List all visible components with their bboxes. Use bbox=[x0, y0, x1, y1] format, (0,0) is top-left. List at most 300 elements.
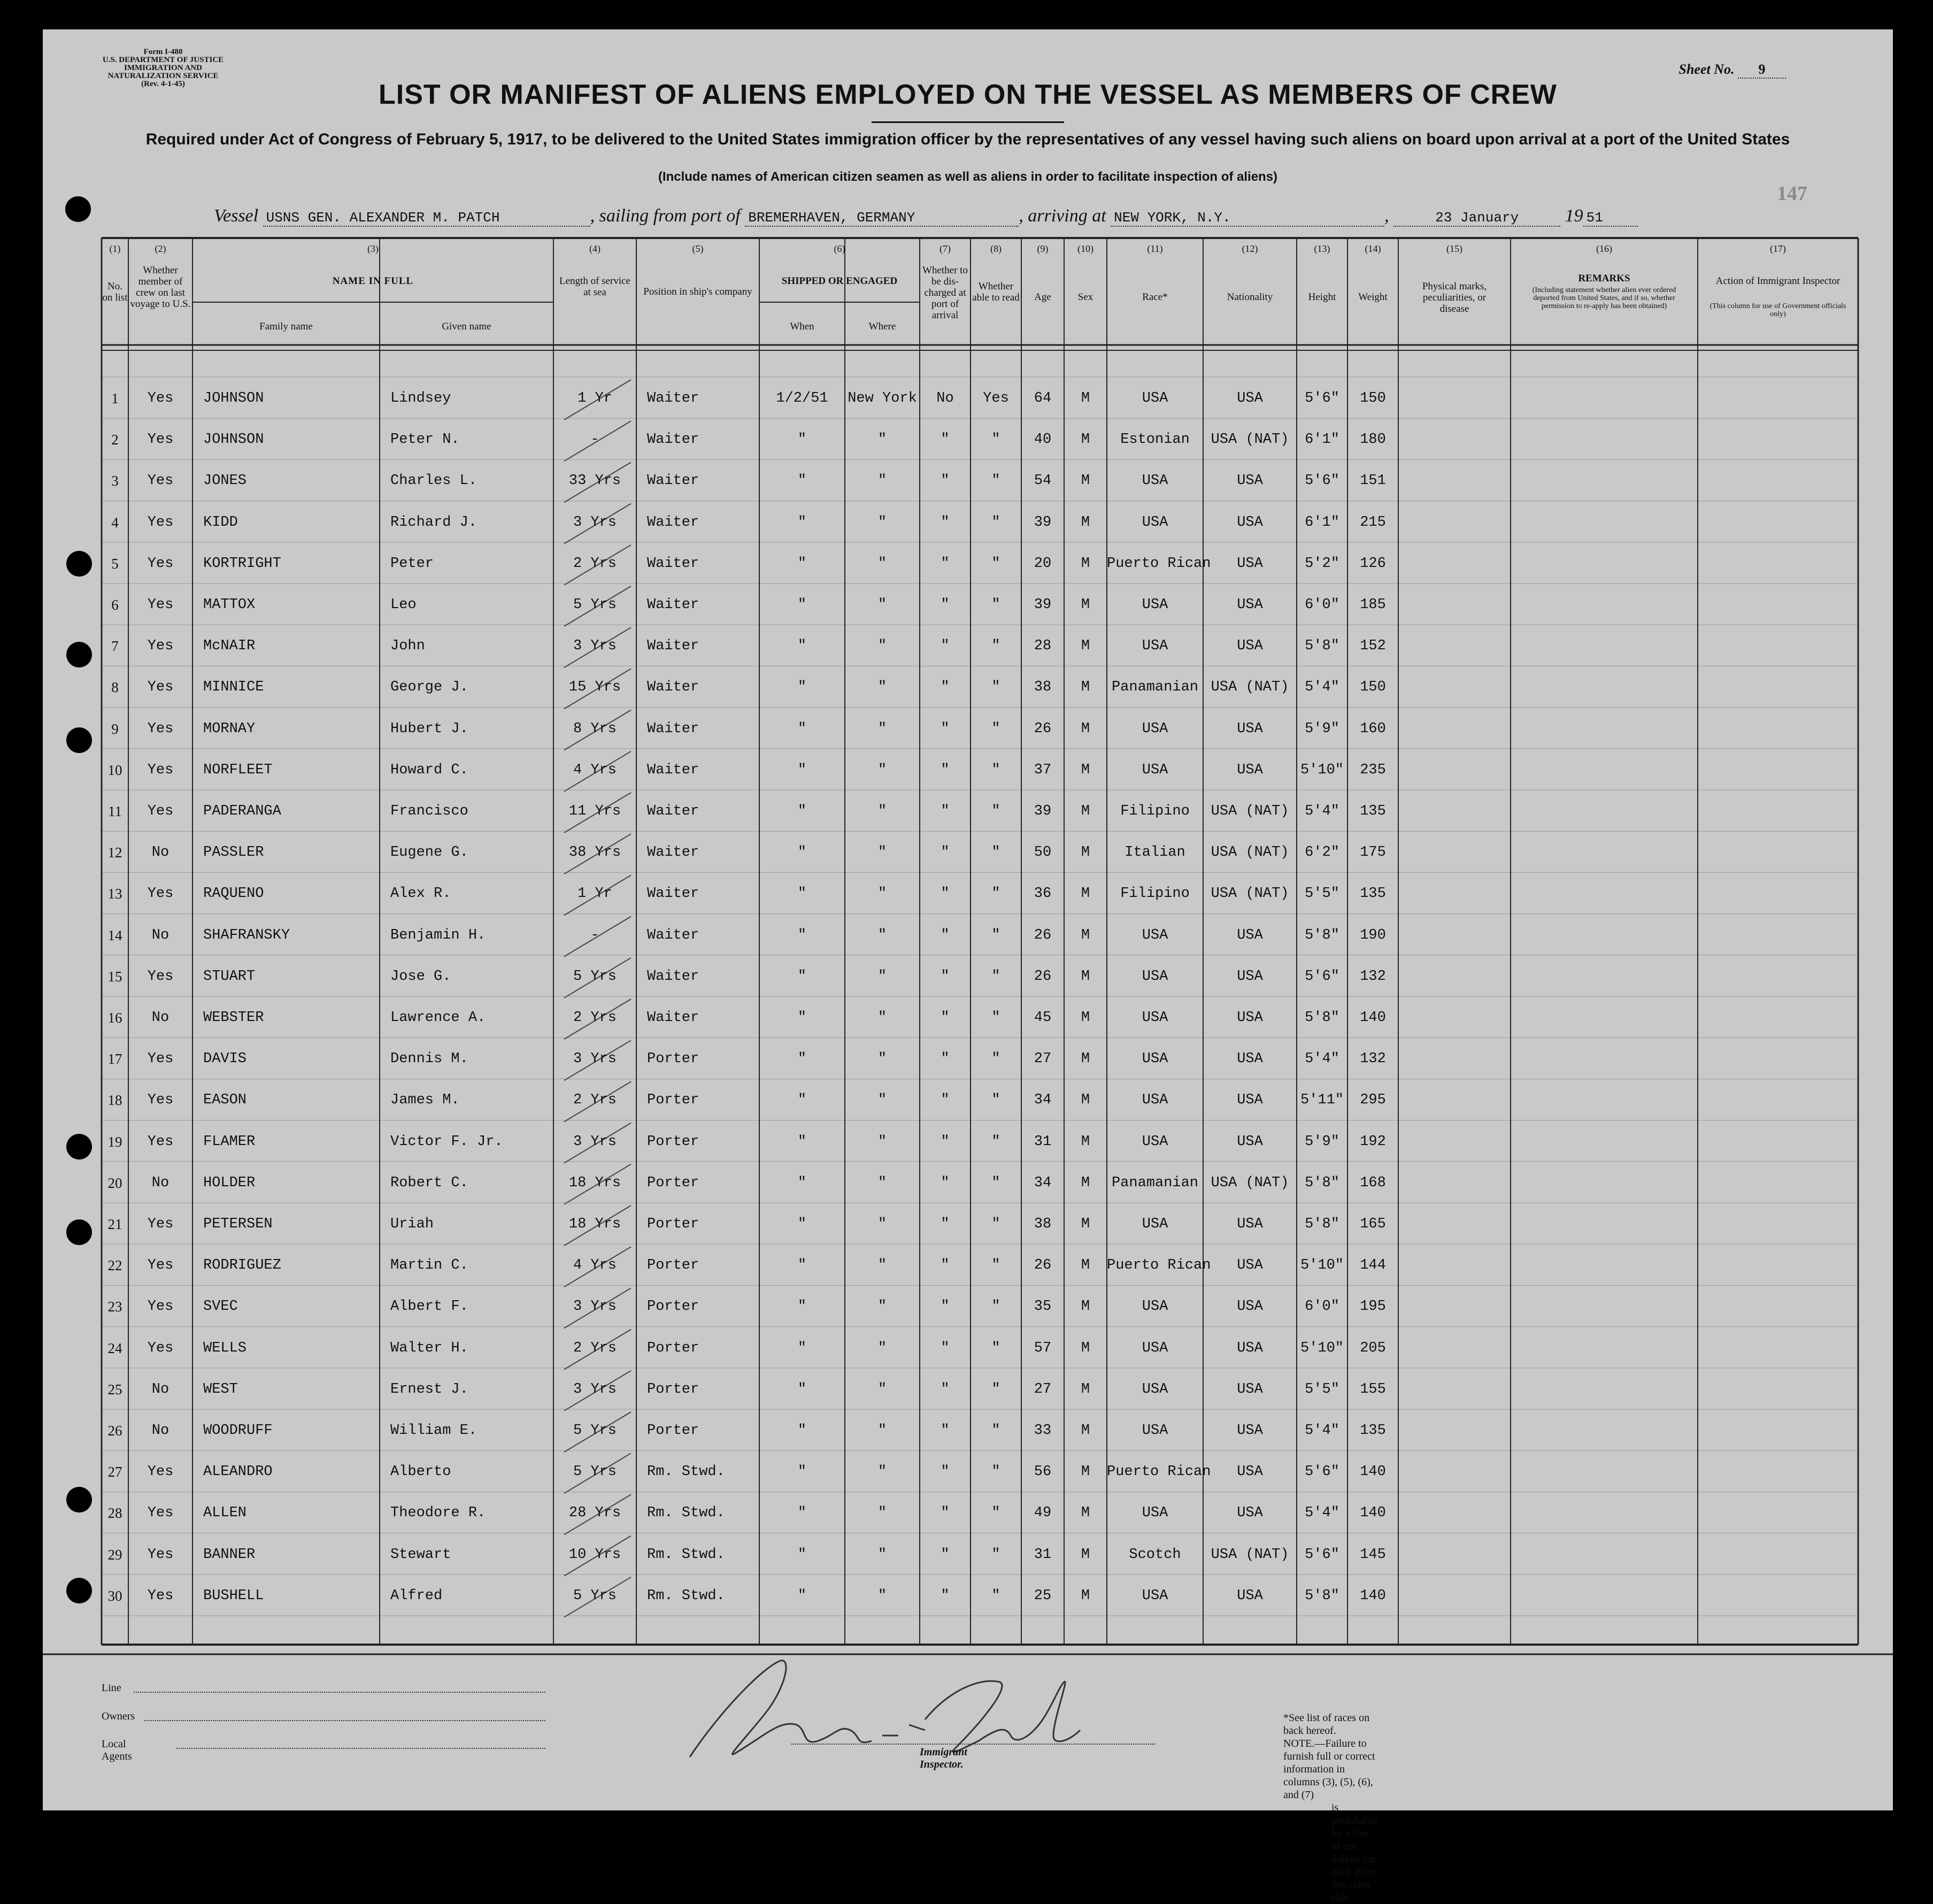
stamp-number: 147 bbox=[1777, 182, 1807, 205]
discharged: " bbox=[941, 1216, 950, 1232]
weight: 180 bbox=[1360, 432, 1386, 448]
age: 54 bbox=[1034, 473, 1052, 489]
family-name: WEBSTER bbox=[203, 1010, 264, 1026]
family-name: PASSLER bbox=[203, 844, 264, 861]
length-of-service: 15 Yrs bbox=[568, 679, 621, 696]
length-of-service: 3 Yrs bbox=[573, 638, 617, 655]
shipped-when: " bbox=[797, 1587, 807, 1604]
row-number: 9 bbox=[111, 720, 119, 737]
age: 28 bbox=[1034, 638, 1052, 655]
nationality: USA bbox=[1237, 1133, 1263, 1150]
length-of-service: 5 Yrs bbox=[573, 968, 617, 985]
length-of-service: 1 Yr bbox=[577, 886, 612, 902]
length-of-service: 3 Yrs bbox=[573, 1381, 617, 1398]
shipped-where: " bbox=[877, 1299, 887, 1315]
able-to-read: " bbox=[991, 1546, 1000, 1563]
family-name: ALEANDRO bbox=[203, 1464, 273, 1480]
sex: M bbox=[1081, 473, 1090, 489]
weight: 168 bbox=[1360, 1174, 1386, 1191]
row-number: 1 bbox=[111, 390, 119, 406]
race: USA bbox=[1142, 1051, 1168, 1068]
discharged: " bbox=[941, 1464, 950, 1480]
able-to-read: " bbox=[991, 432, 1000, 448]
race: USA bbox=[1142, 927, 1168, 943]
age: 26 bbox=[1034, 720, 1052, 737]
age: 26 bbox=[1034, 968, 1052, 985]
sex: M bbox=[1081, 679, 1090, 696]
sex: M bbox=[1081, 555, 1090, 572]
shipped-when: " bbox=[797, 679, 807, 696]
nationality: USA bbox=[1237, 390, 1263, 406]
header-sex: Sex bbox=[1077, 291, 1093, 303]
form-dept: U.S. DEPARTMENT OF JUSTICE bbox=[102, 56, 224, 64]
sex: M bbox=[1081, 1505, 1090, 1522]
nationality: USA bbox=[1237, 473, 1263, 489]
column-number: (3) bbox=[367, 243, 379, 254]
given-name: Alfred bbox=[390, 1587, 443, 1604]
row-number: 22 bbox=[107, 1257, 122, 1274]
shipped-when: " bbox=[797, 1340, 807, 1356]
weight: 145 bbox=[1360, 1546, 1386, 1563]
member-last-voyage: Yes bbox=[147, 1546, 174, 1563]
discharged: " bbox=[941, 1051, 950, 1068]
discharged: " bbox=[941, 1340, 950, 1356]
length-of-service: - bbox=[590, 927, 599, 943]
race: Puerto Rican bbox=[1107, 555, 1211, 572]
height: 5'10" bbox=[1300, 762, 1344, 778]
row-number: 16 bbox=[107, 1010, 122, 1026]
shipped-when: " bbox=[797, 473, 807, 489]
owners-label: Owners bbox=[102, 1710, 135, 1722]
race: USA bbox=[1142, 1133, 1168, 1150]
given-name: Lawrence A. bbox=[390, 1010, 486, 1026]
member-last-voyage: No bbox=[151, 1174, 170, 1191]
discharged: " bbox=[941, 1299, 950, 1315]
discharged: " bbox=[941, 968, 950, 985]
given-name: Eugene G. bbox=[390, 844, 468, 861]
discharged: " bbox=[941, 844, 950, 861]
weight: 140 bbox=[1360, 1587, 1386, 1604]
shipped-when: " bbox=[797, 720, 807, 737]
column-number: (2) bbox=[155, 243, 166, 254]
height: 5'5" bbox=[1305, 1381, 1339, 1398]
weight: 215 bbox=[1360, 514, 1386, 531]
race: USA bbox=[1142, 638, 1168, 655]
family-name: NORFLEET bbox=[203, 762, 273, 778]
discharged: " bbox=[941, 679, 950, 696]
weight: 150 bbox=[1360, 390, 1386, 406]
shipped-when: " bbox=[797, 514, 807, 531]
length-of-service: 4 Yrs bbox=[573, 762, 617, 778]
height: 5'2" bbox=[1305, 555, 1339, 572]
nationality: USA bbox=[1237, 1587, 1263, 1604]
family-name: DAVIS bbox=[203, 1051, 247, 1068]
length-of-service: 2 Yrs bbox=[573, 1010, 617, 1026]
discharged: " bbox=[941, 597, 950, 613]
nationality: USA bbox=[1237, 555, 1263, 572]
length-of-service: 33 Yrs bbox=[568, 473, 621, 489]
height: 5'8" bbox=[1305, 1216, 1339, 1232]
sailing-label: , sailing from port of bbox=[590, 206, 741, 226]
given-name: Leo bbox=[390, 597, 417, 613]
sex: M bbox=[1081, 844, 1090, 861]
height: 5'6" bbox=[1305, 390, 1339, 406]
able-to-read: " bbox=[991, 1051, 1000, 1068]
sex: M bbox=[1081, 1174, 1090, 1191]
member-last-voyage: Yes bbox=[147, 1216, 174, 1232]
nationality: USA bbox=[1237, 514, 1263, 531]
age: 31 bbox=[1034, 1546, 1052, 1563]
nationality: USA (NAT) bbox=[1211, 1174, 1289, 1191]
nationality: USA (NAT) bbox=[1211, 803, 1289, 819]
header-shipped: SHIPPED OR ENGAGED bbox=[781, 275, 898, 287]
column-number: (14) bbox=[1365, 243, 1381, 254]
length-of-service: 5 Yrs bbox=[573, 1587, 617, 1604]
position: Waiter bbox=[647, 638, 699, 655]
age: 34 bbox=[1034, 1092, 1052, 1109]
sex: M bbox=[1081, 1092, 1090, 1109]
able-to-read: " bbox=[991, 1092, 1000, 1109]
shipped-where: " bbox=[877, 927, 887, 943]
shipped-when: " bbox=[797, 1133, 807, 1150]
race: USA bbox=[1142, 1587, 1168, 1604]
family-name: BUSHELL bbox=[203, 1587, 264, 1604]
sex: M bbox=[1081, 968, 1090, 985]
length-of-service: 8 Yrs bbox=[573, 720, 617, 737]
row-number: 10 bbox=[107, 762, 122, 778]
discharged: " bbox=[941, 1505, 950, 1522]
shipped-where: " bbox=[877, 1381, 887, 1398]
height: 5'6" bbox=[1305, 473, 1339, 489]
weight: 155 bbox=[1360, 1381, 1386, 1398]
punch-hole bbox=[66, 1487, 92, 1513]
discharged: " bbox=[941, 1092, 950, 1109]
sex: M bbox=[1081, 638, 1090, 655]
length-of-service: - bbox=[590, 432, 599, 448]
length-of-service: 11 Yrs bbox=[568, 803, 621, 819]
column-number: (16) bbox=[1596, 243, 1612, 254]
shipped-when: " bbox=[797, 1257, 807, 1274]
length-of-service: 28 Yrs bbox=[568, 1505, 621, 1522]
row-number: 11 bbox=[108, 803, 122, 819]
shipped-where: " bbox=[877, 1216, 887, 1232]
able-to-read: " bbox=[991, 679, 1000, 696]
column-number: (12) bbox=[1242, 243, 1258, 254]
footnote-races: *See list of races on back hereof. bbox=[1283, 1712, 1370, 1737]
row-number: 13 bbox=[107, 886, 122, 902]
footnote bbox=[1283, 1711, 1378, 1904]
member-last-voyage: No bbox=[151, 1423, 170, 1439]
discharged: " bbox=[941, 927, 950, 943]
position: Porter bbox=[647, 1423, 699, 1439]
line-field bbox=[134, 1692, 545, 1693]
position: Waiter bbox=[647, 432, 699, 448]
row-number: 18 bbox=[107, 1092, 122, 1109]
given-name: Peter bbox=[390, 555, 434, 572]
age: 39 bbox=[1034, 803, 1052, 819]
given-name: Dennis M. bbox=[390, 1051, 468, 1068]
member-last-voyage: Yes bbox=[147, 968, 174, 985]
height: 5'11" bbox=[1300, 1092, 1344, 1109]
discharged: " bbox=[941, 1133, 950, 1150]
row-number: 4 bbox=[111, 514, 119, 531]
age: 20 bbox=[1034, 555, 1052, 572]
member-last-voyage: Yes bbox=[147, 1587, 174, 1604]
position: Waiter bbox=[647, 555, 699, 572]
age: 36 bbox=[1034, 886, 1052, 902]
member-last-voyage: Yes bbox=[147, 1092, 174, 1109]
sex: M bbox=[1081, 1257, 1090, 1274]
able-to-read: " bbox=[991, 1340, 1000, 1356]
discharged: " bbox=[941, 803, 950, 819]
race: USA bbox=[1142, 1423, 1168, 1439]
weight: 151 bbox=[1360, 473, 1386, 489]
position: Rm. Stwd. bbox=[647, 1546, 725, 1563]
sex: M bbox=[1081, 514, 1090, 531]
shipped-where: " bbox=[877, 1505, 887, 1522]
nationality: USA bbox=[1237, 1423, 1263, 1439]
given-name: Alberto bbox=[390, 1464, 451, 1480]
position: Porter bbox=[647, 1257, 699, 1274]
weight: 140 bbox=[1360, 1464, 1386, 1480]
nationality: USA bbox=[1237, 1051, 1263, 1068]
family-name: ALLEN bbox=[203, 1505, 247, 1522]
family-name: SHAFRANSKY bbox=[203, 927, 290, 943]
family-name: FLAMER bbox=[203, 1133, 256, 1150]
race: USA bbox=[1142, 762, 1168, 778]
shipped-when: " bbox=[797, 1299, 807, 1315]
length-of-service: 2 Yrs bbox=[573, 1092, 617, 1109]
age: 56 bbox=[1034, 1464, 1052, 1480]
height: 6'1" bbox=[1305, 432, 1339, 448]
sex: M bbox=[1081, 1216, 1090, 1232]
sex: M bbox=[1081, 390, 1090, 406]
length-of-service: 5 Yrs bbox=[573, 1464, 617, 1480]
shipped-when: 1/2/51 bbox=[776, 390, 828, 406]
row-number: 8 bbox=[111, 679, 119, 696]
given-name: Theodore R. bbox=[390, 1505, 486, 1522]
shipped-when: " bbox=[797, 1051, 807, 1068]
weight: 160 bbox=[1360, 720, 1386, 737]
position: Waiter bbox=[647, 886, 699, 902]
given-name: Hubert J. bbox=[390, 720, 468, 737]
row-number: 17 bbox=[107, 1051, 122, 1068]
position: Waiter bbox=[647, 803, 699, 819]
footnote-fine: is punishable by a fine of ten dollars for each alien. See other side. bbox=[1331, 1802, 1378, 1903]
length-of-service: 3 Yrs bbox=[573, 1299, 617, 1315]
row-number: 23 bbox=[107, 1299, 122, 1315]
position: Porter bbox=[647, 1299, 699, 1315]
header-remarks-note: (Including statement whether alien ever ordered deported from United States, and if so, whether permission to re-apply has been obtained) bbox=[1532, 286, 1676, 310]
header-action: Action of Immigrant Inspector bbox=[1715, 275, 1840, 287]
discharged: " bbox=[941, 1423, 950, 1439]
sex: M bbox=[1081, 432, 1090, 448]
weight: 150 bbox=[1360, 679, 1386, 696]
race: USA bbox=[1142, 720, 1168, 737]
header-member: Whether member of crew on last voyage to U.S. bbox=[130, 265, 191, 310]
shipped-when: " bbox=[797, 1381, 807, 1398]
agents-field bbox=[176, 1748, 545, 1749]
given-name: Victor F. Jr. bbox=[390, 1133, 503, 1150]
header-given-name: Given name bbox=[442, 321, 491, 332]
column-number: (10) bbox=[1077, 243, 1093, 254]
able-to-read: " bbox=[991, 555, 1000, 572]
member-last-voyage: Yes bbox=[147, 1133, 174, 1150]
shipped-where: " bbox=[877, 638, 887, 655]
header-name: NAME IN FULL bbox=[332, 275, 414, 287]
able-to-read: " bbox=[991, 1010, 1000, 1026]
footnote-note: NOTE.—Failure to furnish full or correct information in columns (3), (5), (6), and (7) bbox=[1283, 1738, 1375, 1801]
shipped-where: " bbox=[877, 1133, 887, 1150]
position: Waiter bbox=[647, 927, 699, 943]
age: 50 bbox=[1034, 844, 1052, 861]
family-name: WEST bbox=[203, 1381, 238, 1398]
weight: 140 bbox=[1360, 1010, 1386, 1026]
height: 5'8" bbox=[1305, 1587, 1339, 1604]
able-to-read: " bbox=[991, 844, 1000, 861]
shipped-where: " bbox=[877, 803, 887, 819]
position: Waiter bbox=[647, 473, 699, 489]
header-nationality: Nationality bbox=[1227, 291, 1273, 303]
race: Puerto Rican bbox=[1107, 1464, 1211, 1480]
punch-hole bbox=[66, 1134, 92, 1160]
position: Porter bbox=[647, 1381, 699, 1398]
length-of-service: 3 Yrs bbox=[573, 1051, 617, 1068]
race: USA bbox=[1142, 968, 1168, 985]
row-number: 28 bbox=[107, 1505, 122, 1522]
length-of-service: 10 Yrs bbox=[568, 1546, 621, 1563]
given-name: Uriah bbox=[390, 1216, 434, 1232]
race: Filipino bbox=[1120, 803, 1190, 819]
discharged: " bbox=[941, 1381, 950, 1398]
owners-field bbox=[144, 1720, 545, 1721]
position: Porter bbox=[647, 1340, 699, 1356]
nationality: USA bbox=[1237, 1464, 1263, 1480]
discharged: " bbox=[941, 432, 950, 448]
length-of-service: 3 Yrs bbox=[573, 1133, 617, 1150]
length-of-service: 2 Yrs bbox=[573, 555, 617, 572]
sex: M bbox=[1081, 1299, 1090, 1315]
sex: M bbox=[1081, 1423, 1090, 1439]
given-name: Lindsey bbox=[390, 390, 451, 406]
weight: 175 bbox=[1360, 844, 1386, 861]
position: Porter bbox=[647, 1092, 699, 1109]
arriving-label: , arriving at bbox=[1019, 206, 1106, 226]
height: 5'9" bbox=[1305, 1133, 1339, 1150]
height: 6'0" bbox=[1305, 597, 1339, 613]
nationality: USA (NAT) bbox=[1211, 432, 1289, 448]
height: 5'6" bbox=[1305, 1546, 1339, 1563]
able-to-read: " bbox=[991, 638, 1000, 655]
shipped-where: " bbox=[877, 555, 887, 572]
header-family-name: Family name bbox=[259, 321, 313, 332]
sex: M bbox=[1081, 1464, 1090, 1480]
family-name: JONES bbox=[203, 473, 247, 489]
given-name: Stewart bbox=[390, 1546, 451, 1563]
able-to-read: " bbox=[991, 597, 1000, 613]
height: 5'8" bbox=[1305, 927, 1339, 943]
row-number: 14 bbox=[107, 927, 122, 943]
shipped-where: " bbox=[877, 968, 887, 985]
shipped-where: " bbox=[877, 1464, 887, 1480]
given-name: John bbox=[390, 638, 425, 655]
arrival-year: 51 bbox=[1583, 210, 1638, 227]
able-to-read: " bbox=[991, 1133, 1000, 1150]
nationality: USA bbox=[1237, 1299, 1263, 1315]
weight: 140 bbox=[1360, 1505, 1386, 1522]
given-name: Francisco bbox=[390, 803, 468, 819]
age: 49 bbox=[1034, 1505, 1052, 1522]
race: USA bbox=[1142, 1010, 1168, 1026]
height: 5'10" bbox=[1300, 1340, 1344, 1356]
given-name: George J. bbox=[390, 679, 468, 696]
punch-hole bbox=[66, 1578, 92, 1603]
weight: 144 bbox=[1360, 1257, 1386, 1274]
able-to-read: " bbox=[991, 1216, 1000, 1232]
weight: 132 bbox=[1360, 1051, 1386, 1068]
shipped-where: " bbox=[877, 1051, 887, 1068]
race: USA bbox=[1142, 1505, 1168, 1522]
discharged: " bbox=[941, 1257, 950, 1274]
height: 5'8" bbox=[1305, 638, 1339, 655]
shipped-where: " bbox=[877, 1174, 887, 1191]
column-number: (11) bbox=[1147, 243, 1163, 254]
position: Porter bbox=[647, 1051, 699, 1068]
nationality: USA bbox=[1237, 1216, 1263, 1232]
given-name: James M. bbox=[390, 1092, 460, 1109]
position: Waiter bbox=[647, 762, 699, 778]
height: 5'4" bbox=[1305, 1051, 1339, 1068]
sex: M bbox=[1081, 803, 1090, 819]
shipped-where: " bbox=[877, 844, 887, 861]
age: 39 bbox=[1034, 597, 1052, 613]
length-of-service: 18 Yrs bbox=[568, 1174, 621, 1191]
sex: M bbox=[1081, 1133, 1090, 1150]
shipped-where: " bbox=[877, 1092, 887, 1109]
nationality: USA (NAT) bbox=[1211, 1546, 1289, 1563]
shipped-when: " bbox=[797, 1174, 807, 1191]
nationality: USA bbox=[1237, 927, 1263, 943]
column-number: (9) bbox=[1037, 243, 1049, 254]
inspector-signature bbox=[658, 1645, 1096, 1773]
race: Filipino bbox=[1120, 886, 1190, 902]
row-number: 12 bbox=[107, 844, 122, 861]
family-name: PETERSEN bbox=[203, 1216, 273, 1232]
departure-port: BREMERHAVEN, GERMANY bbox=[745, 210, 1019, 227]
family-name: PADERANGA bbox=[203, 803, 281, 819]
member-last-voyage: Yes bbox=[147, 514, 174, 531]
length-of-service: 18 Yrs bbox=[568, 1216, 621, 1232]
given-name: Benjamin H. bbox=[390, 927, 486, 943]
nationality: USA bbox=[1237, 597, 1263, 613]
height: 5'4" bbox=[1305, 803, 1339, 819]
able-to-read: " bbox=[991, 1464, 1000, 1480]
row-number: 20 bbox=[107, 1174, 122, 1191]
able-to-read: " bbox=[991, 1423, 1000, 1439]
row-number: 3 bbox=[111, 473, 119, 489]
header-weight: Weight bbox=[1358, 291, 1388, 303]
race: USA bbox=[1142, 597, 1168, 613]
able-to-read: " bbox=[991, 1174, 1000, 1191]
discharged: " bbox=[941, 720, 950, 737]
shipped-where: " bbox=[877, 1257, 887, 1274]
age: 31 bbox=[1034, 1133, 1052, 1150]
shipped-when: " bbox=[797, 638, 807, 655]
column-number: (5) bbox=[692, 243, 704, 254]
header-physical: Physical marks, peculiarities, or disease bbox=[1422, 281, 1487, 314]
race: USA bbox=[1142, 390, 1168, 406]
nationality: USA (NAT) bbox=[1211, 886, 1289, 902]
